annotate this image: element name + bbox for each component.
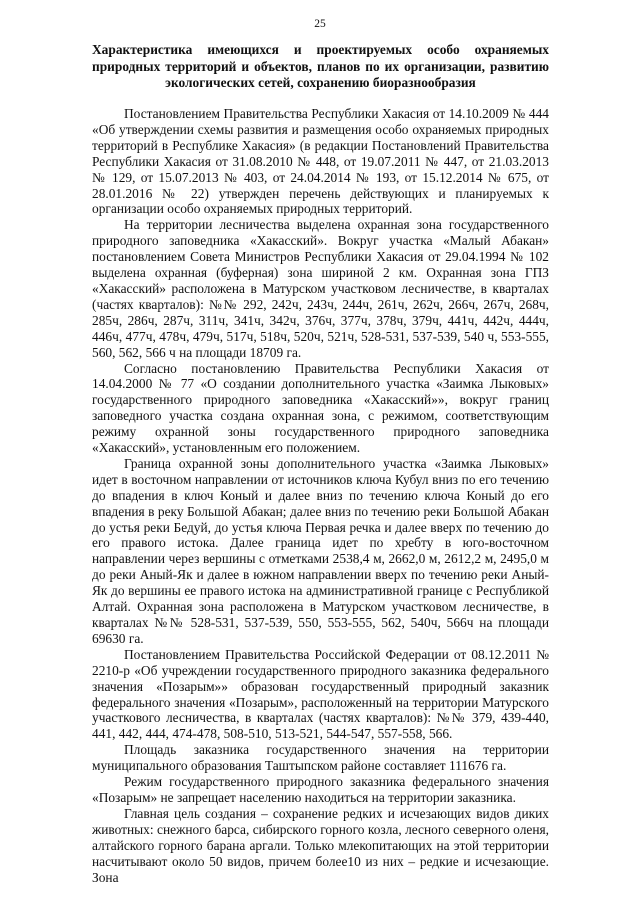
paragraph: Постановлением Правительства Республики Хакасия от 14.10.2009 № 444 «Об утверждении схемы развития и размещения особо охраняемых природных территорий в Республике Хакасия» (в редакции Постановлений Правительства Республики Хакасия от 31.08.2010 № 448, от 19.07.2011 № 447, от 21.03.2013 № 129, от 15.07.2013 № 403, от 24.04.2014 № 193, от 15.12.2014 № 675, от 28.01.2016 № 22) утвержден перечень действующих и планируемых к организации особо охраняемых природных территорий.: [92, 106, 549, 217]
paragraph: Согласно постановлению Правительства Республики Хакасия от 14.04.2000 № 77 «О создании дополнительного участка «Заимка Лыковых» государственного природного заповедника «Хакасский»», вокруг границ заповедного участка создана охранная зона, с режимом, соответствующим режиму охранной зоны государственного природного заповедника «Хакасский», установленным его положением.: [92, 360, 549, 456]
page-number: 25: [314, 18, 326, 30]
paragraph: Главная цель создания – сохранение редких и исчезающих видов диких животных: снежного барса, сибирского горного козла, лесного северного оленя, алтайского горного барана аргали. Только млекопитающих на этой территории насчитывают около 50 видов, причем более10 из них – редкие и исчезающие. Зона: [92, 805, 549, 885]
document-body: [92, 106, 549, 885]
paragraph: На территории лесничества выделена охранная зона государственного природного заповедника «Хакасский». Вокруг участка «Малый Абакан» постановлением Совета Министров Республики Хакасия от 29.04.1994 № 102 выделена охранная (буферная) зона шириной 2 км. Охранная зона ГПЗ «Хакасский» расположена в Матурском участковом лесничестве, в кварталах (частях кварталов): №№ 292, 242ч, 243ч, 244ч, 261ч, 262ч, 266ч, 267ч, 268ч, 285ч, 286ч, 287ч, 311ч, 341ч, 342ч, 376ч, 377ч, 378ч, 379ч, 441ч, 442ч, 444ч, 446ч, 477ч, 478ч, 479ч, 517ч, 518ч, 520ч, 521ч, 528-531, 537-539, 540 ч, 553-555, 560, 562, 566 ч на площади 18709 га.: [92, 217, 549, 360]
paragraph: Граница охранной зоны дополнительного участка «Заимка Лыковых» идет в восточном направлении от источников ключа Кубул вниз по его течению до впадения в ключ Коный и далее вниз по течению ключа Коный до его впадения в реку Большой Абакан; далее вниз по течению реки Большой Абакан до устья реки Бедуй, до устья ключа Первая речка и далее вверх по течению до его правого истока. Далее граница идет по хребту в юго-восточном направлении через вершины с отметками 2538,4 м, 2662,0 м, 2612,2 м, 2495,0 м до реки Аный-Як и далее в южном направлении вверх по течению реки Аный-Як до вершины ее правого истока на административной границе с Республикой Алтай. Охранная зона расположена в Матурском участковом лесничестве, в кварталах №№ 528-531, 537-539, 550, 553-555, 562, 540ч, 566ч на площади 69630 га.: [92, 455, 549, 646]
paragraph: Режим государственного природного заказника федерального значения «Позарым» не запрещает населению находиться на территории заказника.: [92, 774, 549, 805]
paragraph: Площадь заказника государственного значения на территории муниципального образования Таштыпском районе составляет 111676 га.: [92, 742, 549, 774]
section-heading: Характеристика имеющихся и проектируемых особо охраняемых природных территорий и объектов, планов по их организации, развитию экологических сетей, сохранению биоразнообразия: [92, 42, 549, 90]
paragraph: Постановлением Правительства Российской Федерации от 08.12.2011 № 2210-р «Об учреждении государственного природного заказника федерального значения «Позарым»» образован государственный природный заказник федерального значения «Позарым», расположенный на территории Матурского участкового лесничества, в кварталах (частях кварталов): №№ 379, 439-440, 441, 442, 444, 474-478, 508-510, 513-521, 544-547, 557-558, 566.: [92, 646, 549, 742]
